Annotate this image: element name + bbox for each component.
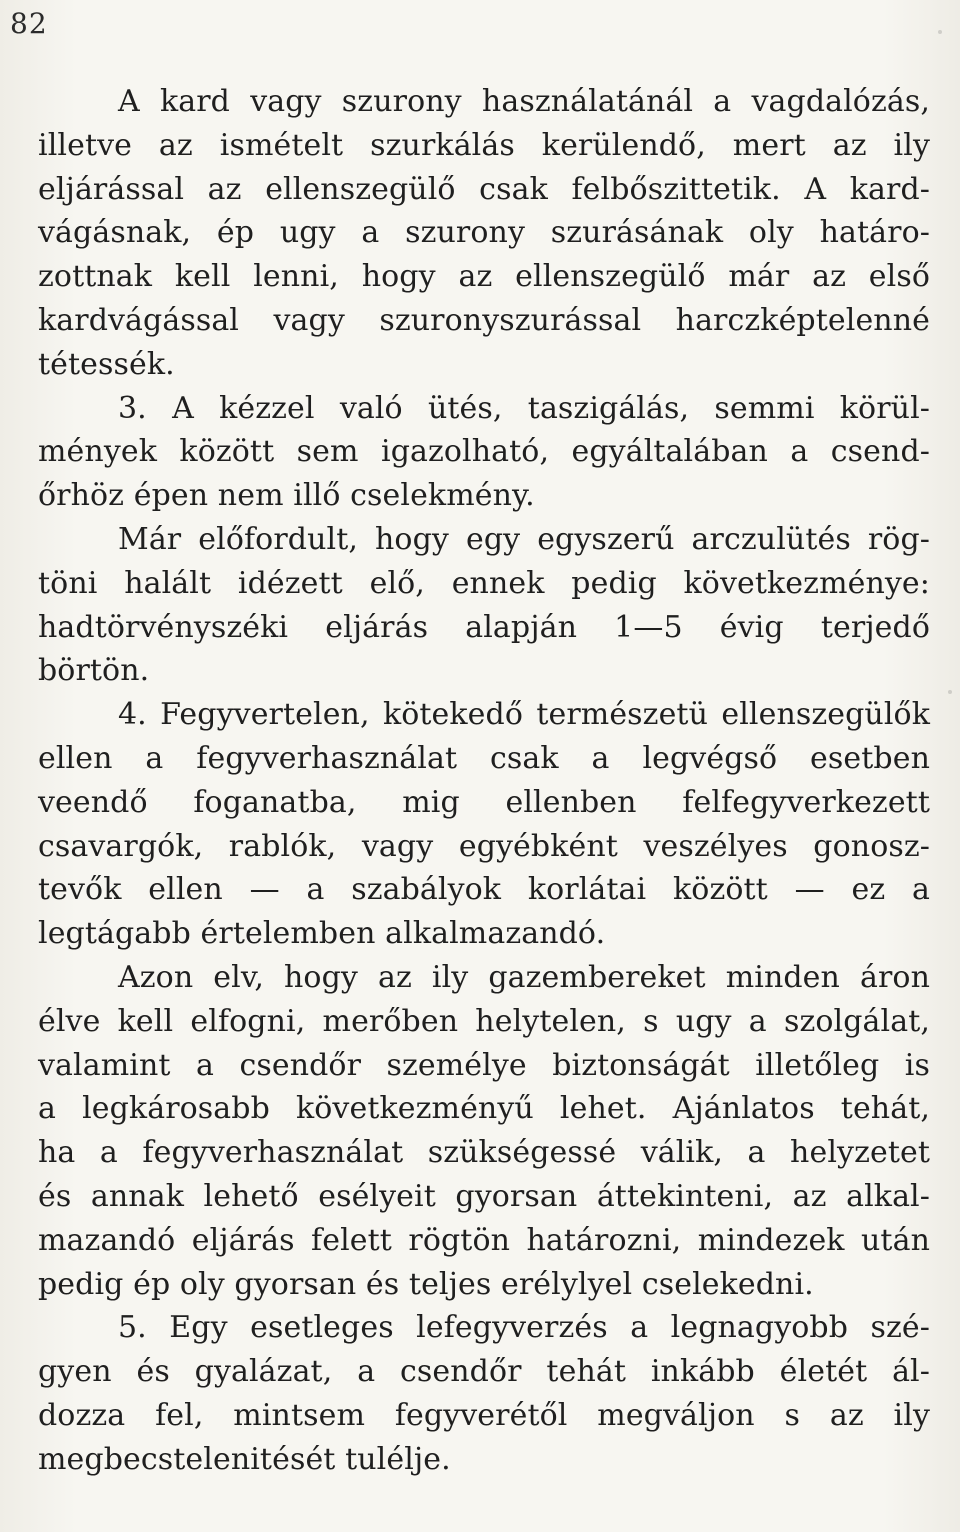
- text-line: hadtörvényszéki eljárás alapján 1—5 évig terjedő: [38, 609, 930, 645]
- text-line: mények között sem igazolható, egyáltalában a csend-: [38, 434, 930, 470]
- text-line: eljárással az ellenszegülő csak felbőszittetik. A kard-: [38, 171, 930, 207]
- text-line: valamint a csendőr személye biztonságát illetőleg is: [38, 1047, 930, 1083]
- text-line: mazandó eljárás felett rögtön határozni, mindezek után: [38, 1222, 930, 1258]
- text-line: Már előfordult, hogy egy egyszerű arczulütés rög-: [118, 521, 930, 557]
- text-line: csavargók, rablók, vagy egyébként veszélyes gonosz-: [38, 828, 930, 864]
- paper-speck: [948, 690, 952, 694]
- text-line: zottnak kell lenni, hogy az ellenszegülő már az első: [38, 259, 930, 295]
- text-line: 5. Egy esetleges lefegyverzés a legnagyobb szé-: [118, 1310, 930, 1346]
- text-line: vágásnak, ép ugy a szurony szurásának oly határo-: [38, 215, 930, 251]
- text-line: A kard vagy szurony használatánál a vagdalózás,: [118, 84, 930, 119]
- page-number: 82: [10, 7, 48, 40]
- text-line: tétessék.: [38, 346, 175, 382]
- text-line: pedig ép oly gyorsan és teljes erélylyel cselekedni.: [38, 1266, 814, 1302]
- text-line: őrhöz épen nem illő cselekmény.: [38, 478, 535, 514]
- paper-speck: [938, 30, 942, 34]
- text-line: és annak lehető esélyeit gyorsan áttekinteni, az alkal-: [38, 1178, 930, 1214]
- text-line: börtön.: [38, 653, 150, 689]
- text-line: 4. Fegyvertelen, kötekedő természetü ellenszegülők: [118, 697, 930, 733]
- text-line: töni halált idézett elő, ennek pedig következménye:: [38, 565, 930, 601]
- text-line: legtágabb értelemben alkalmazandó.: [38, 916, 606, 952]
- body-text: [38, 80, 930, 1482]
- text-line: a legkárosabb következményű lehet. Ajánlatos tehát,: [38, 1091, 930, 1127]
- text-line: dozza fel, mintsem fegyverétől megváljon s az ily: [38, 1397, 930, 1433]
- text-line: kardvágással vagy szuronyszurással harczképtelenné: [38, 302, 930, 338]
- text-line: 3. A kézzel való ütés, taszigálás, semmi körül-: [118, 390, 930, 426]
- text-line: tevők ellen — a szabályok korlátai között — ez a: [38, 872, 930, 908]
- text-line: ha a fegyverhasználat szükségessé válik, a helyzetet: [38, 1135, 930, 1171]
- text-line: megbecstelenitését tulélje.: [38, 1441, 451, 1477]
- text-line: gyen és gyalázat, a csendőr tehát inkább életét ál-: [38, 1354, 930, 1390]
- text-line: ellen a fegyverhasználat csak a legvégső esetben: [38, 740, 930, 776]
- text-line: illetve az ismételt szurkálás kerülendő, mert az ily: [38, 127, 930, 163]
- text-line: veendő foganatba, mig ellenben felfegyverkezett: [38, 784, 930, 820]
- text-line: élve kell elfogni, merőben helytelen, s ugy a szolgálat,: [38, 1003, 930, 1039]
- text-line: Azon elv, hogy az ily gazembereket minden áron: [118, 959, 930, 995]
